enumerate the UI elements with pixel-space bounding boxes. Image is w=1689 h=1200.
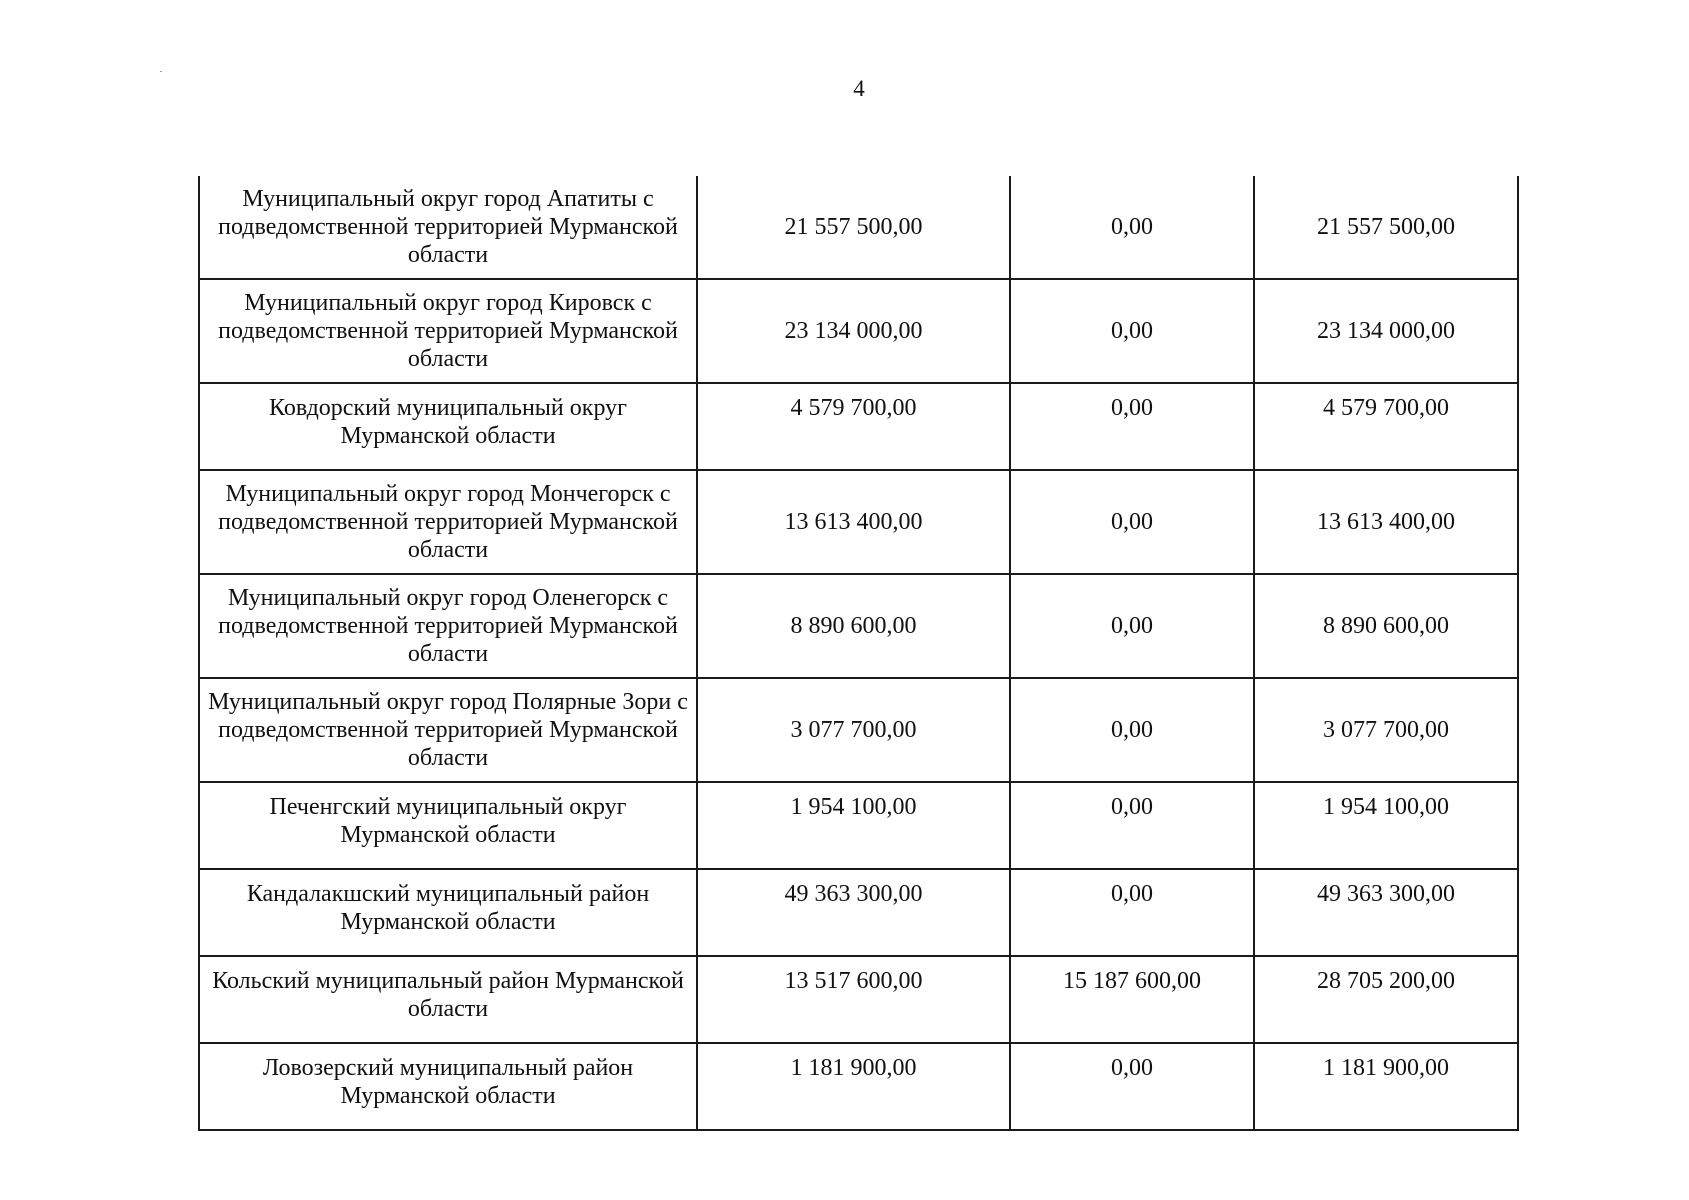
value-col2: 0,00 <box>1010 869 1254 956</box>
value-col3: 28 705 200,00 <box>1254 956 1518 1043</box>
value-col1: 13 517 600,00 <box>697 956 1010 1043</box>
value-col2: 0,00 <box>1010 470 1254 574</box>
table-row <box>199 1043 1518 1130</box>
value-col3: 13 613 400,00 <box>1254 470 1518 574</box>
table-row <box>199 470 1518 574</box>
value-col3: 49 363 300,00 <box>1254 869 1518 956</box>
value-col1: 1 954 100,00 <box>697 782 1010 869</box>
scan-artifact <box>160 71 162 72</box>
value-col2: 0,00 <box>1010 678 1254 782</box>
table-row <box>199 678 1518 782</box>
municipality-name: Ковдорский муниципальный округ Мурманской области <box>199 383 697 470</box>
value-col1: 1 181 900,00 <box>697 1043 1010 1130</box>
municipality-name: Муниципальный округ город Кировск с подведомственной территорией Мурманской области <box>199 279 697 383</box>
value-col3: 4 579 700,00 <box>1254 383 1518 470</box>
table-row <box>199 176 1518 279</box>
value-col2: 0,00 <box>1010 782 1254 869</box>
table-row <box>199 383 1518 470</box>
table-row <box>199 782 1518 869</box>
value-col1: 4 579 700,00 <box>697 383 1010 470</box>
value-col1: 3 077 700,00 <box>697 678 1010 782</box>
value-col2: 0,00 <box>1010 176 1254 279</box>
value-col1: 8 890 600,00 <box>697 574 1010 678</box>
municipality-name: Печенгский муниципальный округ Мурманской области <box>199 782 697 869</box>
value-col1: 13 613 400,00 <box>697 470 1010 574</box>
table-row <box>199 956 1518 1043</box>
table-row <box>199 279 1518 383</box>
value-col3: 3 077 700,00 <box>1254 678 1518 782</box>
value-col1: 21 557 500,00 <box>697 176 1010 279</box>
allocation-table <box>198 176 1519 1131</box>
municipality-name: Муниципальный округ город Оленегорск с подведомственной территорией Мурманской области <box>199 574 697 678</box>
table-row <box>199 869 1518 956</box>
value-col1: 23 134 000,00 <box>697 279 1010 383</box>
municipality-name: Муниципальный округ город Апатиты с подведомственной территорией Мурманской области <box>199 176 697 279</box>
value-col1: 49 363 300,00 <box>697 869 1010 956</box>
page-number: 4 <box>853 76 865 101</box>
value-col3: 8 890 600,00 <box>1254 574 1518 678</box>
value-col3: 1 954 100,00 <box>1254 782 1518 869</box>
municipality-name: Ловозерский муниципальный район Мурманской области <box>199 1043 697 1130</box>
municipality-name: Кандалакшский муниципальный район Мурманской области <box>199 869 697 956</box>
value-col2: 15 187 600,00 <box>1010 956 1254 1043</box>
municipality-name: Муниципальный округ город Полярные Зори с подведомственной территорией Мурманской области <box>199 678 697 782</box>
table-row <box>199 574 1518 678</box>
value-col3: 1 181 900,00 <box>1254 1043 1518 1130</box>
value-col2: 0,00 <box>1010 1043 1254 1130</box>
value-col2: 0,00 <box>1010 383 1254 470</box>
value-col3: 23 134 000,00 <box>1254 279 1518 383</box>
value-col3: 21 557 500,00 <box>1254 176 1518 279</box>
value-col2: 0,00 <box>1010 574 1254 678</box>
municipality-name: Муниципальный округ город Мончегорск с подведомственной территорией Мурманской области <box>199 470 697 574</box>
value-col2: 0,00 <box>1010 279 1254 383</box>
municipality-name: Кольский муниципальный район Мурманской области <box>199 956 697 1043</box>
